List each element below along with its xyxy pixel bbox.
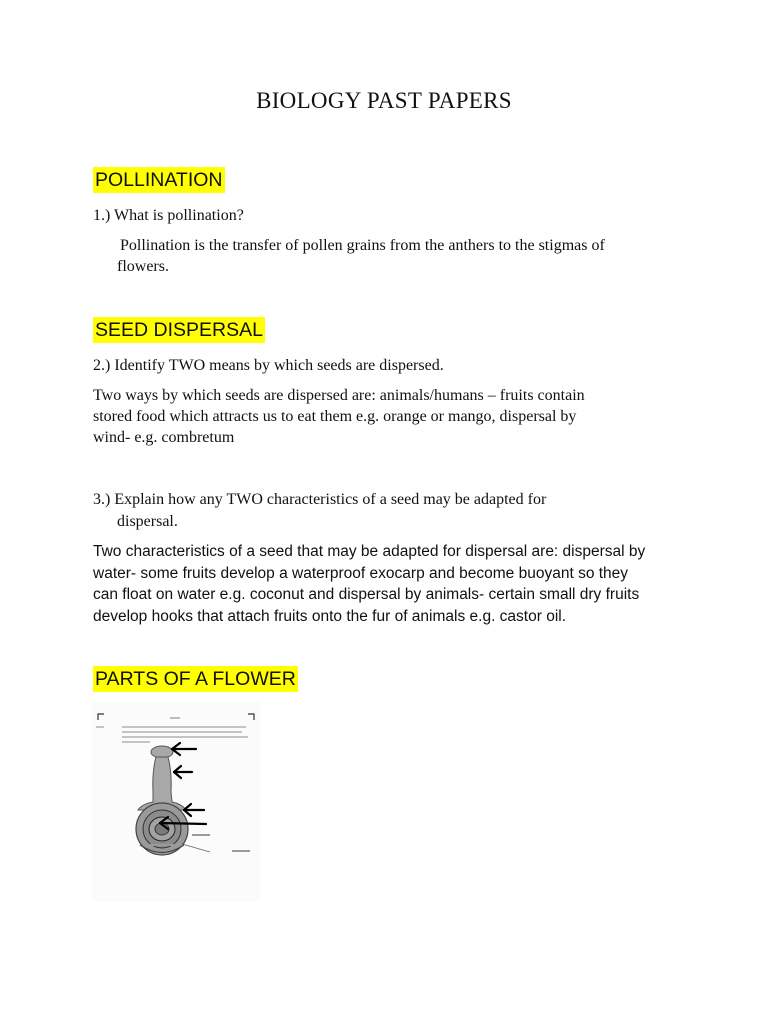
question-3-line-1: 3.) Explain how any TWO characteristics of a seed may be adapted for: [93, 491, 547, 508]
pollination-heading: POLLINATION: [95, 169, 223, 191]
answer-2-line-3: wind- e.g. combretum: [93, 429, 235, 446]
answer-3-line-1: Two characteristics of a seed that may be adapted for dispersal are: dispersal by: [93, 543, 646, 560]
question-2: 2.) Identify TWO means by which seeds are dispersed.: [93, 357, 444, 374]
answer-1-line-2: flowers.: [117, 258, 169, 275]
answer-3-line-4: develop hooks that attach fruits onto the fur of animals e.g. castor oil.: [93, 608, 567, 625]
flower-diagram-image: [92, 702, 260, 902]
question-1: 1.) What is pollination?: [93, 207, 244, 224]
answer-3-line-2: water- some fruits develop a waterproof exocarp and become buoyant so they: [93, 565, 629, 582]
answer-2-line-2: stored food which attracts us to eat them e.g. orange or mango, dispersal by: [93, 408, 577, 425]
seed-dispersal-heading: SEED DISPERSAL: [95, 319, 263, 341]
answer-2-line-1: Two ways by which seeds are dispersed are: animals/humans – fruits contain: [93, 387, 585, 404]
answer-1-line-1: Pollination is the transfer of pollen grains from the anthers to the stigmas of: [120, 237, 605, 254]
page-title: BIOLOGY PAST PAPERS: [256, 88, 512, 113]
answer-3-line-3: can float on water e.g. coconut and dispersal by animals- certain small dry fruits: [93, 586, 640, 603]
question-3-line-2: dispersal.: [117, 513, 178, 530]
parts-of-flower-heading: PARTS OF A FLOWER: [95, 668, 296, 690]
